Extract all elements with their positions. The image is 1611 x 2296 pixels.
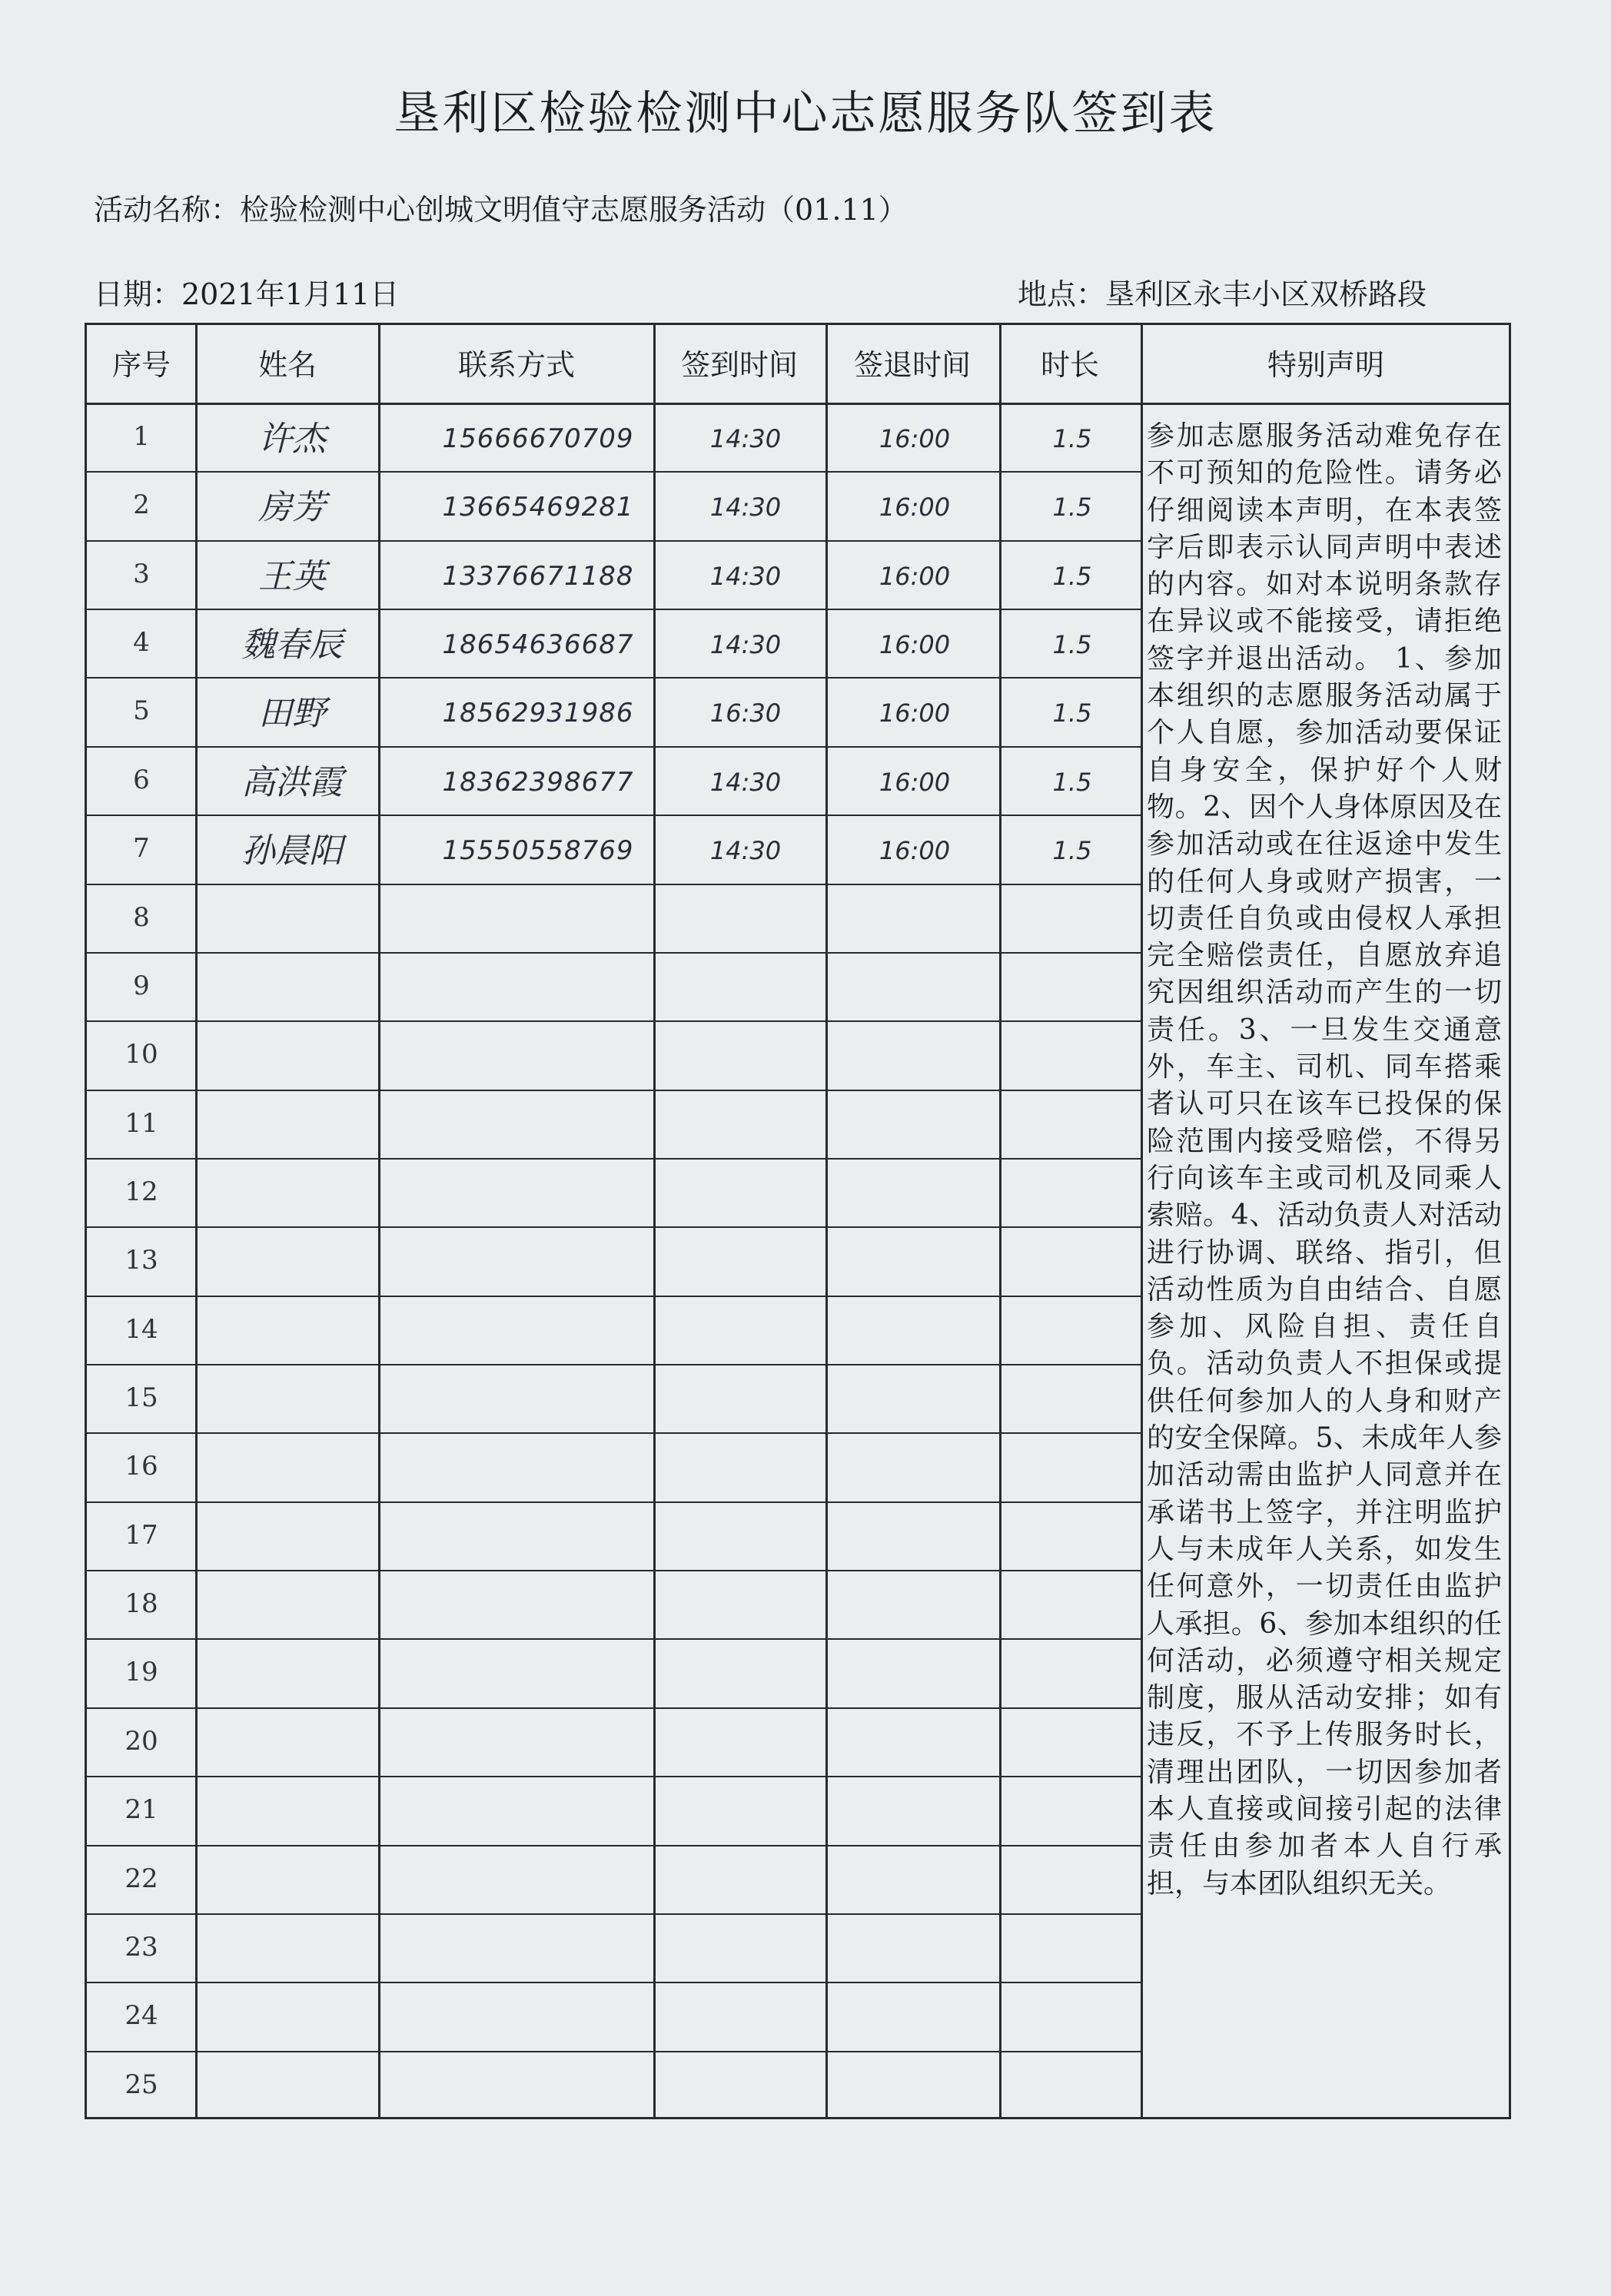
entry-checkout: 16:00 (879, 561, 951, 591)
grid-line (85, 677, 1142, 679)
header-no: 序号 (111, 348, 171, 382)
grid-line (85, 471, 1142, 473)
special-statement: 参加志愿服务活动难免存在不可预知的危险性。请务必仔细阅读本声明，在本表签字后即表示认同声明中表述的内容。如对本说明条款存在异议或不能接受，请拒绝签字并退出活动。 1、参加本组织的志愿服务活动属于个人自愿，参加活动要保证自身安全，保护好个人财物。2、因个人身体原因及在参加活动或在往返途中发生的任何人身或财产损害，一切责任自负或由侵权人承担完全赔偿责任，自愿放弃追究因组织活动而产生的一切责任。3、一旦发生交通意外，车主、司机、同车搭乘者认可只在该车已投保的保险范围内接受赔偿，不得另行向该车主或司机及同乘人索赔。4、活动负责人对活动进行协调、联络、指引，但活动性质为自由结合、自愿参加、风险自担、责任自负。活动负责人不担保或提供任何参加人的人身和财产的安全保障。5、未成年人参加活动需由监护人同意并在承诺书上签字，并注明监护人与未成年人关系，如发生任何意外，一切责任由监护人承担。6、参加本组织的任何活动，必须遵守相关规定制度，服从活动安排；如有违反，不予上传服务时长，清理出团队，一切因参加者本人直接或间接引起的法律责任由参加者本人自行承担，与本团队组织无关。 (1147, 420, 1502, 1900)
grid-line (653, 323, 656, 2119)
activity-place: 地点：垦利区永丰小区双桥路段 (1018, 277, 1427, 311)
row-number: 25 (125, 2069, 158, 2100)
header-name: 姓名 (257, 348, 317, 382)
grid-line (85, 403, 1511, 405)
grid-line (999, 323, 1001, 2119)
entry-phone: 18362398677 (442, 766, 634, 798)
entry-phone: 13376671188 (442, 560, 634, 592)
row-number: 22 (125, 1863, 158, 1894)
grid-line (85, 1982, 1142, 1983)
row-number: 5 (133, 695, 150, 727)
grid-line (85, 1845, 1142, 1846)
grid-line (85, 1226, 1142, 1228)
grid-line (825, 323, 828, 2119)
header-duration: 时长 (1040, 348, 1099, 382)
entry-checkin: 16:30 (709, 698, 782, 728)
row-number: 3 (133, 558, 150, 589)
grid-line (85, 1296, 1142, 1297)
header-checkin: 签到时间 (680, 348, 798, 382)
entry-name: 许杰 (258, 420, 326, 459)
entry-checkout: 16:00 (879, 698, 951, 728)
grid-line (1509, 323, 1511, 2119)
row-number: 14 (125, 1313, 158, 1345)
grid-line (1141, 323, 1143, 2119)
row-number: 13 (125, 1245, 158, 1276)
grid-line (85, 1707, 1142, 1709)
grid-line (85, 1570, 1142, 1571)
grid-line (85, 323, 1511, 325)
entry-checkout: 16:00 (879, 493, 951, 523)
activity-date: 日期：2021年1月11日 (94, 277, 400, 311)
row-number: 21 (125, 1794, 158, 1826)
entry-checkin: 14:30 (709, 561, 782, 591)
entry-name: 王英 (258, 556, 326, 596)
row-number: 20 (125, 1725, 158, 1757)
row-number: 12 (125, 1176, 158, 1207)
header-contact: 联系方式 (457, 348, 575, 382)
header-statement: 特别声明 (1267, 348, 1384, 382)
grid-line (85, 609, 1142, 610)
row-number: 15 (125, 1382, 158, 1414)
entry-checkout: 16:00 (879, 767, 951, 797)
grid-line (85, 815, 1142, 816)
entry-duration: 1.5 (1052, 698, 1092, 728)
entry-checkin: 14:30 (709, 493, 782, 523)
grid-line (85, 323, 87, 2119)
entry-duration: 1.5 (1052, 493, 1092, 523)
entry-checkin: 14:30 (709, 836, 782, 866)
grid-line (85, 540, 1142, 542)
row-number: 2 (133, 489, 150, 521)
entry-phone: 15550558769 (442, 835, 634, 867)
row-number: 24 (125, 2000, 158, 2032)
entry-checkout: 16:00 (879, 630, 951, 660)
grid-line (85, 1501, 1142, 1503)
grid-line (85, 1090, 1142, 1091)
entry-duration: 1.5 (1052, 767, 1092, 797)
grid-line (85, 884, 1142, 885)
row-number: 1 (133, 421, 150, 452)
entry-checkin: 14:30 (709, 424, 782, 453)
entry-checkout: 16:00 (879, 424, 951, 453)
entry-name: 孙晨阳 (241, 831, 343, 871)
grid-line (85, 1913, 1142, 1915)
row-number: 7 (133, 833, 150, 864)
grid-line (85, 1432, 1142, 1434)
row-number: 19 (125, 1657, 158, 1688)
sheet-title: 垦利区检验检测中心志愿服务队签到表 (394, 87, 1217, 141)
grid-line (85, 1364, 1142, 1365)
entry-checkin: 14:30 (709, 767, 782, 797)
entry-duration: 1.5 (1052, 836, 1092, 866)
row-number: 9 (133, 970, 150, 1001)
entry-phone: 18562931986 (442, 698, 634, 729)
entry-duration: 1.5 (1052, 424, 1092, 453)
entry-duration: 1.5 (1052, 630, 1092, 660)
grid-line (85, 2117, 1511, 2119)
entry-phone: 13665469281 (442, 492, 634, 523)
grid-line (85, 1638, 1142, 1640)
grid-line (85, 2051, 1142, 2052)
activity-name: 活动名称：检验检测中心创城文明值守志愿服务活动（01.11） (94, 193, 908, 227)
entry-phone: 18654636687 (442, 629, 634, 661)
entry-checkin: 14:30 (709, 630, 782, 660)
grid-line (195, 323, 198, 2119)
row-number: 4 (133, 627, 150, 659)
row-number: 17 (125, 1519, 158, 1551)
entry-name: 高洪霞 (241, 762, 343, 802)
row-number: 11 (125, 1107, 158, 1139)
row-number: 23 (125, 1931, 158, 1963)
entry-name: 魏春辰 (241, 625, 343, 665)
grid-line (85, 746, 1142, 748)
grid-line (85, 1020, 1142, 1022)
entry-name: 房芳 (258, 488, 326, 528)
entry-name: 田野 (258, 694, 326, 734)
grid-line (85, 952, 1142, 954)
row-number: 16 (125, 1451, 158, 1482)
row-number: 8 (133, 901, 150, 933)
entry-phone: 15666670709 (442, 423, 634, 454)
row-number: 10 (125, 1039, 158, 1070)
row-number: 18 (125, 1588, 158, 1620)
grid-line (85, 1776, 1142, 1777)
header-checkout: 签退时间 (853, 348, 971, 382)
entry-duration: 1.5 (1052, 561, 1092, 591)
grid-line (378, 323, 380, 2119)
row-number: 6 (133, 764, 150, 795)
entry-checkout: 16:00 (879, 836, 951, 866)
grid-line (85, 1158, 1142, 1160)
